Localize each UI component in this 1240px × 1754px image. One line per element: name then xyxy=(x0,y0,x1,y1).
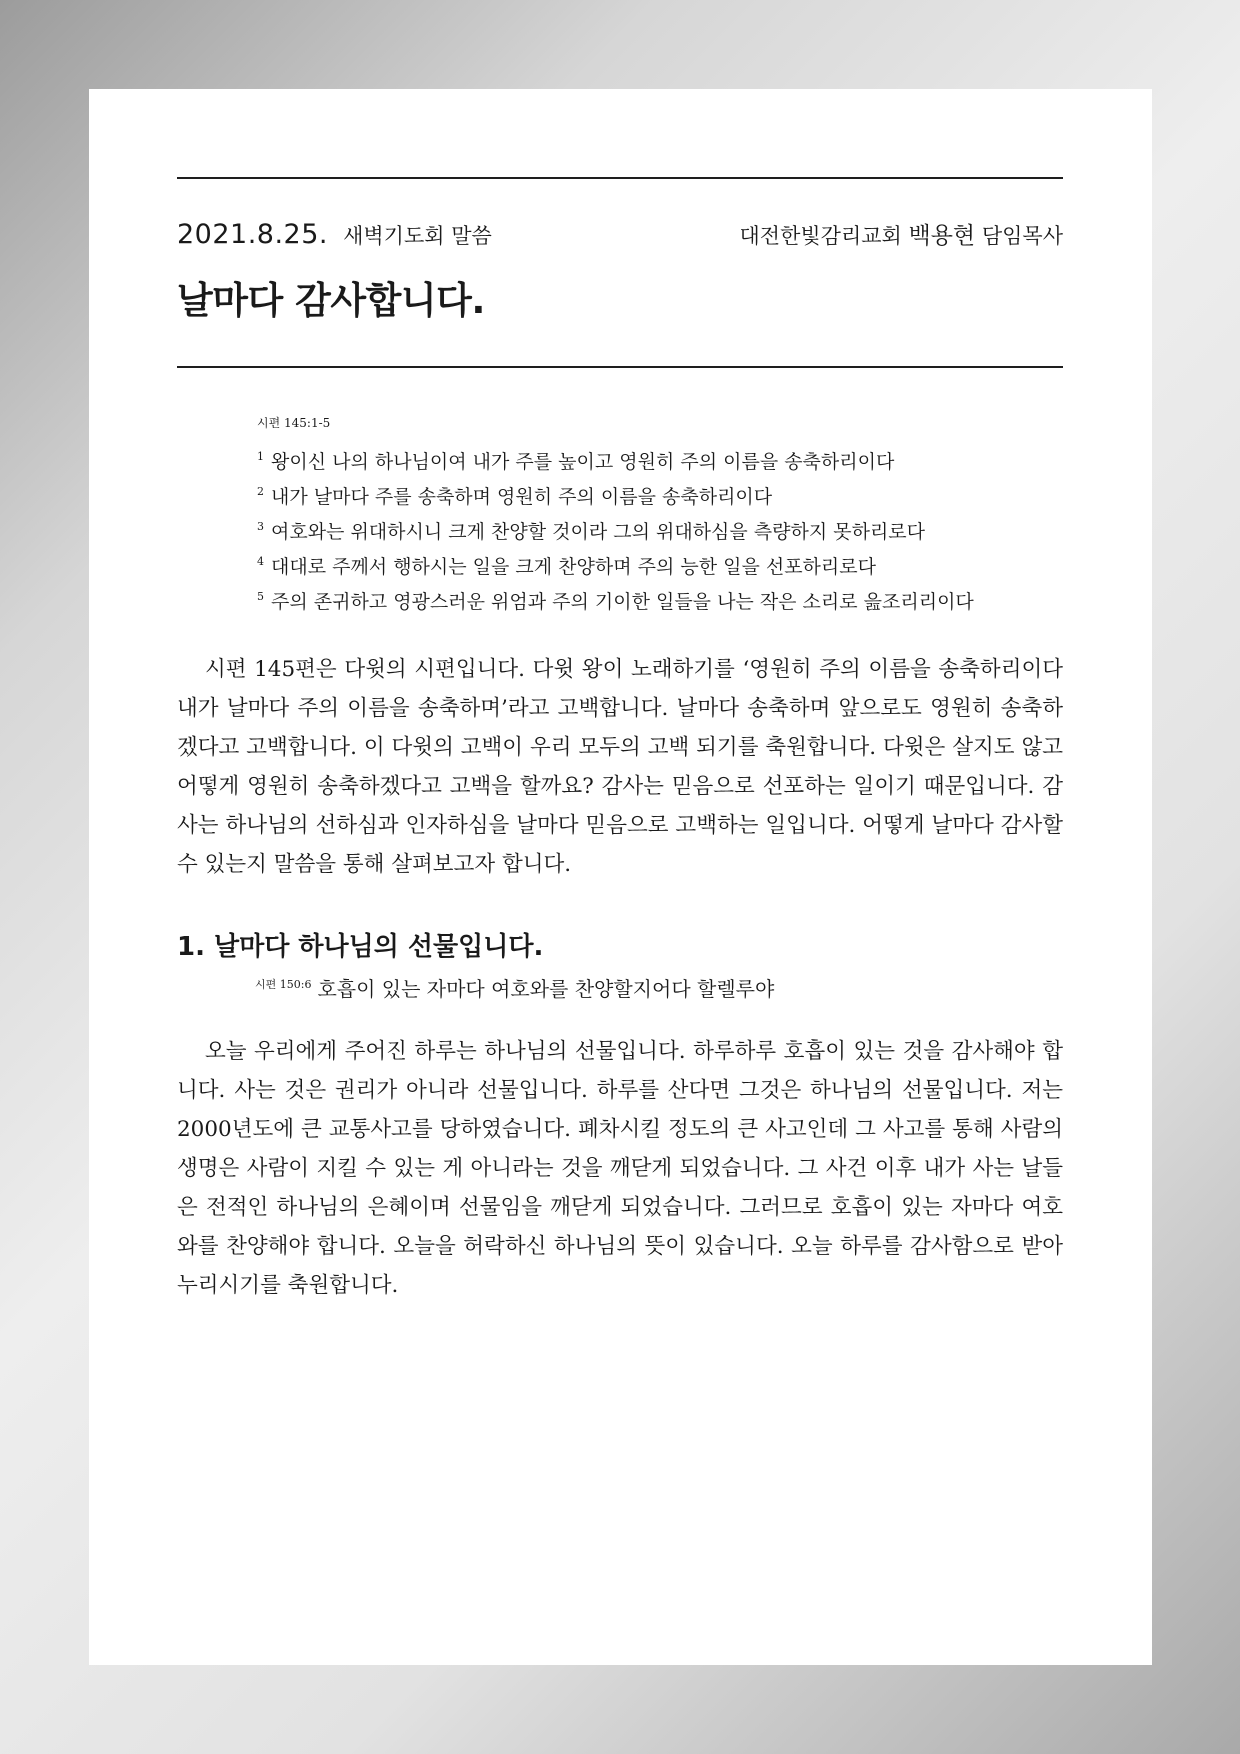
verse-text: 내가 날마다 주를 송축하며 영원히 주의 이름을 송축하리이다 xyxy=(271,486,773,508)
verse-number: 4 xyxy=(257,555,264,568)
service-name: 새벽기도회 말씀 xyxy=(343,224,492,248)
sermon-title: 날마다 감사합니다. xyxy=(177,279,485,322)
section-heading: 1. 날마다 하나님의 선물입니다. xyxy=(177,932,544,962)
pastor-name: 백용현 xyxy=(908,223,976,249)
intro-paragraph: 시편 145편은 다윗의 시편입니다. 다윗 왕이 노래하기를 ‘영원히 주의 이름을 송축하리이다 내가 날마다 주의 이름을 송축하며’라고 고백합니다. 날마다 송축하며 앞으로도 영원히 송축하겠다고 고백합니다. 이 다윗의 고백이 우리 모두의 고백 되기를 축원합니다. 다윗은 살지도 않고 어떻게 영원히 송축하겠다고 고백을 할까요? 감사는 믿음으로 선포하는 일이기 때문입니다. 감사는 하나님의 선하심과 인자하심을 날마다 믿음으로 고백하는 일입니다. 어떻게 날마다 감사할 수 있는지 말씀을 통해 살펴보고자 합니다. xyxy=(177,657,1063,877)
verse-number: 1 xyxy=(257,450,264,463)
scripture-verse xyxy=(257,585,997,620)
section-verse xyxy=(255,973,1063,1002)
scripture-verse xyxy=(257,480,997,515)
scripture-block xyxy=(257,414,997,620)
pastor-title: 담임목사 xyxy=(981,224,1063,248)
sermon-date: 2021.8.25. xyxy=(177,219,328,250)
scripture-reference: 시편 145:1-5 xyxy=(257,416,331,430)
top-rule xyxy=(177,177,1063,179)
verse-text: 여호와는 위대하시니 크게 찬양할 것이라 그의 위대하심을 측량하지 못하리로다 xyxy=(271,521,926,543)
document-page xyxy=(89,89,1152,1665)
section-paragraph: 오늘 우리에게 주어진 하루는 하나님의 선물입니다. 하루하루 호흡이 있는 것을 감사해야 합니다. 사는 것은 권리가 아니라 선물입니다. 하루를 산다면 그것은 하나님의 선물입니다. 저는 2000년도에 큰 교통사고를 당하였습니다. 폐차시킬 정도의 큰 사고인데 그 사고를 통해 사람의 생명은 사람이 지킬 수 있는 게 아니라는 것을 깨닫게 되었습니다. 그 사건 이후 내가 사는 날들은 전적인 하나님의 은혜이며 선물임을 깨닫게 되었습니다. 그러므로 호흡이 있는 자마다 여호와를 찬양해야 합니다. 오늘을 허락하신 하나님의 뜻이 있습니다. 오늘 하루를 감사함으로 받아 누리시기를 축원합니다. xyxy=(177,1039,1063,1298)
church-name: 대전한빛감리교회 xyxy=(739,224,902,248)
sermon-header xyxy=(177,217,1063,250)
scripture-verse xyxy=(257,515,997,550)
verse-text: 대대로 주께서 행하시는 일을 크게 찬양하며 주의 능한 일을 선포하리로다 xyxy=(271,556,876,578)
verse-number: 5 xyxy=(257,590,264,603)
page-content xyxy=(177,177,1063,1305)
verse-number: 3 xyxy=(257,520,264,533)
title-rule xyxy=(177,366,1063,368)
header-right xyxy=(740,217,1063,250)
verse-text: 주의 존귀하고 영광스러운 위엄과 주의 기이한 일들을 나는 작은 소리로 읊조리리이다 xyxy=(271,591,974,613)
scripture-verse xyxy=(257,445,997,480)
verse-number: 2 xyxy=(257,485,264,498)
header-left xyxy=(177,219,492,250)
verse-text: 왕이신 나의 하나님이여 내가 주를 높이고 영원히 주의 이름을 송축하리이다 xyxy=(271,451,895,473)
section-verse-text: 호흡이 있는 자마다 여호와를 찬양할지어다 할렐루야 xyxy=(317,977,775,1001)
scripture-verse xyxy=(257,550,997,585)
section-verse-reference: 시편 150:6 xyxy=(255,978,312,992)
